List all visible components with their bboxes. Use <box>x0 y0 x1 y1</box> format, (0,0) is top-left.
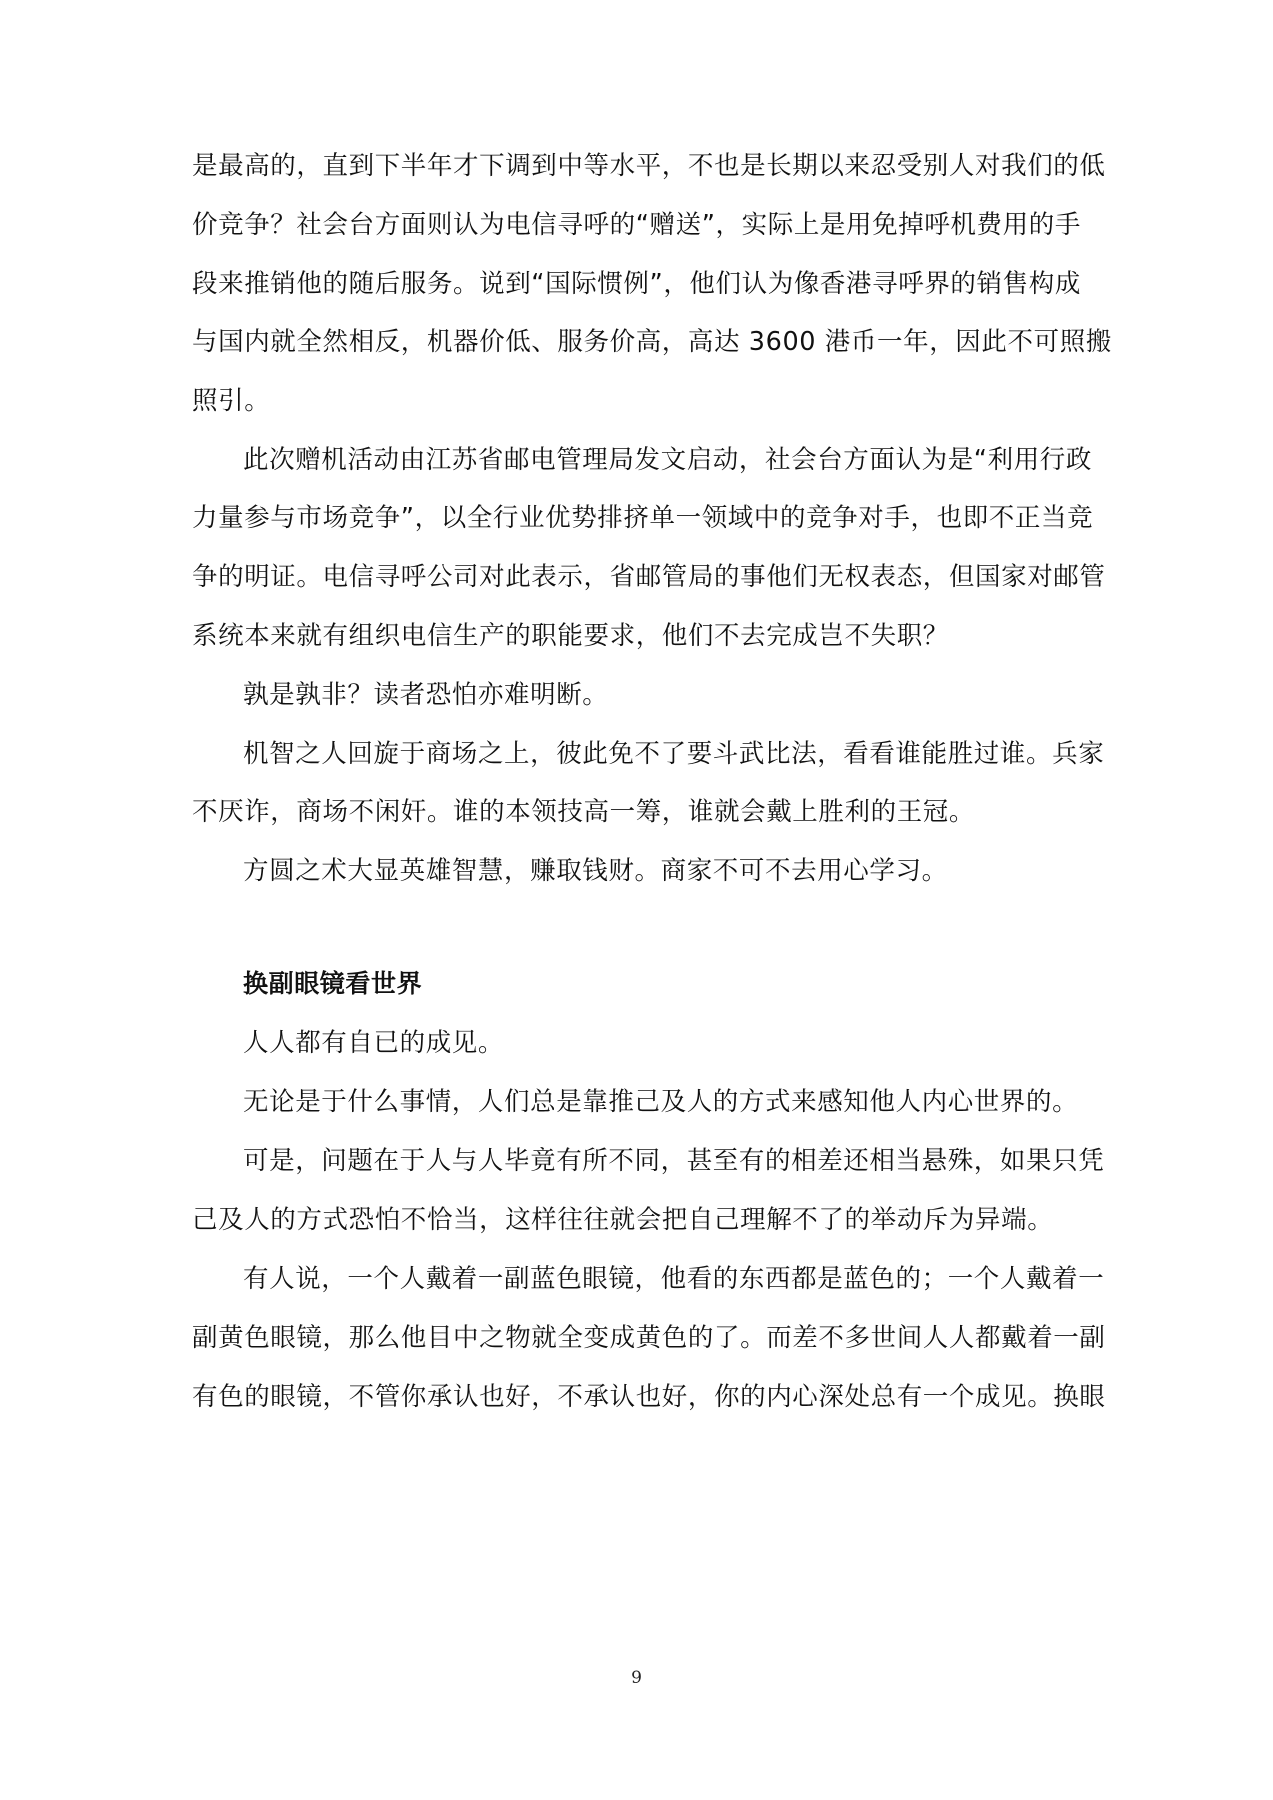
body-text-line: 是最高的，直到下半年才下调到中等水平，不也是长期以来忍受别人对我们的低 <box>192 151 1106 181</box>
body-text-line: 照引。 <box>192 386 271 416</box>
body-text-line: 段来推销他的随后服务。说到“国际惯例”，他们认为像香港寻呼界的销售构成 <box>192 269 1081 299</box>
body-text-line: 争的明证。电信寻呼公司对此表示，省邮管局的事他们无权表态，但国家对邮管 <box>192 562 1106 592</box>
body-text-line: 价竞争？社会台方面则认为电信寻呼的“赠送”，实际上是用免掉呼机费用的手 <box>192 210 1081 240</box>
body-text-line: 人人都有自已的成见。 <box>243 1028 505 1058</box>
body-text-line: 有色的眼镜，不管你承认也好，不承认也好，你的内心深处总有一个成见。换眼 <box>192 1382 1106 1412</box>
body-text-line: 系统本来就有组织电信生产的职能要求，他们不去完成岂不失职？ <box>192 621 949 651</box>
body-text-line: 可是，问题在于人与人毕竟有所不同，甚至有的相差还相当悬殊，如果只凭 <box>243 1146 1105 1176</box>
body-text-line: 力量参与市场竞争”，以全行业优势排挤单一领域中的竞争对手，也即不正当竞 <box>192 503 1094 533</box>
section-heading: 换副眼镜看世界 <box>243 969 423 998</box>
body-text-line: 不厌诈，商场不闲奸。谁的本领技高一筹，谁就会戴上胜利的王冠。 <box>192 797 976 827</box>
body-text-line: 机智之人回旋于商场之上，彼此免不了要斗武比法，看看谁能胜过谁。兵家 <box>243 739 1105 769</box>
body-text-line: 方圆之术大显英雄智慧，赚取钱财。商家不可不去用心学习。 <box>243 856 948 886</box>
body-text-line: 此次赠机活动由江苏省邮电管理局发文启动，社会台方面认为是“利用行政 <box>243 445 1093 475</box>
body-text-line: 副黄色眼镜，那么他目中之物就全变成黄色的了。而差不多世间人人都戴着一副 <box>192 1323 1106 1353</box>
body-text-line: 有人说，一个人戴着一副蓝色眼镜，他看的东西都是蓝色的；一个人戴着一 <box>243 1264 1105 1294</box>
body-text-line: 己及人的方式恐怕不恰当，这样往往就会把自己理解不了的举动斥为异端。 <box>192 1205 1054 1235</box>
body-text-line: 与国内就全然相反，机器价低、服务价高，高达 3600 港币一年，因此不可照搬 <box>192 327 1112 357</box>
body-text-line: 孰是孰非？读者恐怕亦难明断。 <box>243 680 609 710</box>
page-number: 9 <box>631 1668 642 1688</box>
body-text-line: 无论是于什么事情，人们总是靠推己及人的方式来感知他人内心世界的。 <box>243 1087 1079 1117</box>
